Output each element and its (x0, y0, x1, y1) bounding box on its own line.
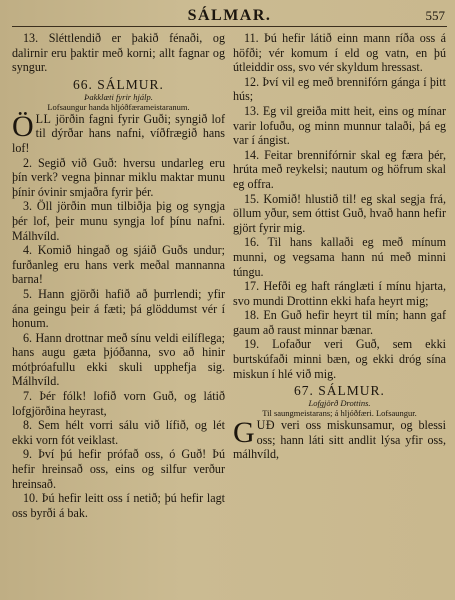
psalm-subtitle: Þakklæti fyrir hjálp. (84, 91, 153, 102)
verse: 2. Segið við Guð: hversu undarleg eru þín verk? vegna þinnar miklu maktar munu þínir óvinir smjaðra fyrir þér. (12, 155, 225, 199)
verse: 19. Lofaður veri Guð, sem ekki burtskúfaði minni bæn, og ekki dróg sína miskun í hlé við mig. (233, 337, 446, 381)
verse: 13. Eg vil greiða mitt heit, eins og mínar varir lofuðu, og minn munnur talaði, þá eg var í ángist. (233, 103, 446, 148)
first-verse-text: veri oss miskunsamur, og blessi oss; hann láti sitt andlit lýsa yfir oss, málhvíld, (233, 418, 446, 462)
verse: 7. Þér fólk! lofið vorn Guð, og látið lofgjörðina heyrast, (12, 389, 225, 418)
psalm-title: 67. SÁLMUR. (294, 383, 385, 399)
verse: 12. Því vil eg með brennifórn gánga í þitt hús; (233, 74, 446, 104)
psalm-subtitle: Lofgjörð Drottins. (308, 398, 371, 409)
verse: 5. Hann gjörði hafið að þurrlendi; yfir ána geingu þeir á fæti; þá glöddumst vér í honum. (12, 286, 225, 331)
drop-cap: G (233, 416, 255, 450)
verse: 8. Sem hélt vorri sálu við lífið, og lét ekki vorn fót veiklast. (12, 418, 225, 447)
verse: 4. Komið hingað og sjáið Guðs undur; furðanleg eru hans verk meðal mannanna barna! (12, 243, 225, 287)
right-column (233, 31, 446, 520)
verse: 13. Sléttlendið er þakið fénaði, og dalirnir eru þaktir með korni; allt fagnar og syngur. (12, 31, 225, 75)
psalm-67-heading (233, 383, 446, 418)
first-verse (233, 418, 446, 462)
verse: 17. Hefði eg haft ránglæti í mínu hjarta, svo mundi Drottinn ekki hafa heyrt mig; (233, 279, 446, 308)
page-number: 557 (425, 8, 445, 23)
drop-cap: Ö (12, 109, 34, 143)
verse: 16. Til hans kallaði eg með mínum munni, og vegsama hann nú með minni túngu. (233, 235, 446, 279)
psalm-superscription: Lofsaungur handa hljóðfærameistaranum. (47, 101, 190, 112)
verse: 6. Hann drottnar með sínu veldi eilíflega; hans augu gæta þjóðanna, svo að hinir mótþróafullu ekki skuli upphefja sig. Málhvíld. (12, 330, 225, 389)
verse: 3. Öll jörðin mun tilbiðja þig og syngja þér lof, þeir munu syngja lof þínu nafni. Málhvíld. (12, 199, 225, 243)
psalm-superscription: Til saungmeistarans; á hljóðfæri. Lofsaungur. (262, 408, 417, 419)
left-column (12, 31, 225, 520)
first-verse-text: jörðin fagni fyrir Guði; syngið lof til dýrðar hans nafni, víðfrægið hans lof! (12, 111, 225, 155)
psalm-title: 66. SÁLMUR. (73, 76, 164, 92)
first-word: UÐ (256, 418, 276, 433)
verse: 9. Því þú hefir prófað oss, ó Guð! Þú hefir hreinsað oss, eins og silfur verður hreinsað. (12, 447, 225, 491)
verse: 10. Þú hefir leitt oss í netið; þú hefir lagt oss byrði á bak. (12, 491, 225, 520)
running-head-title: SÁLMAR. (187, 7, 272, 24)
verse: 14. Feitar brennifórnir skal eg færa þér, hrúta með reykelsi; nautum og höfrum skal eg offra. (233, 147, 446, 191)
first-verse (12, 109, 225, 156)
running-head (12, 6, 447, 27)
verse: 18. En Guð hefir heyrt til mín; hann gaf gaum að raust minnar bænar. (233, 308, 446, 337)
verse: 11. Þú hefir látið einn mann ríða oss á höfði; vér komum í eld og vatn, en þú útleiddir oss, svo vér skyldum hressast. (233, 31, 446, 75)
verse: 15. Komið! hlustið til! eg skal segja frá, öllum yður, sem óttist Guð, hvað hann hefir gjört fyrir mig. (233, 191, 446, 235)
first-word: LL (35, 111, 52, 126)
psalm-66-heading (12, 77, 225, 112)
text-columns (12, 31, 447, 520)
